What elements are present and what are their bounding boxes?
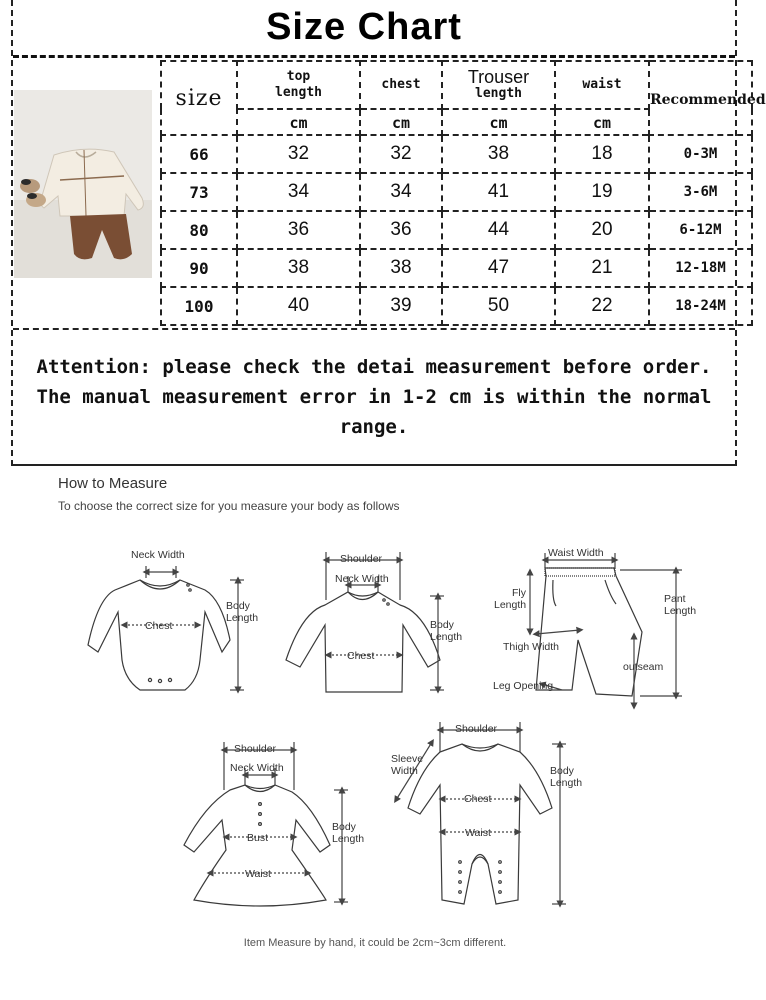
table-row xyxy=(161,135,752,173)
top-chest-label: Chest xyxy=(347,650,375,662)
top-shoulder-label: Shoulder xyxy=(340,553,383,565)
pants-fly-length-label: Fly xyxy=(512,587,526,599)
unit-cell: cm xyxy=(555,109,649,135)
pants-leg-opening-label: Leg Opening xyxy=(493,680,554,692)
header-chest: chest xyxy=(360,61,442,109)
bodysuit-chest-label: Chest xyxy=(145,620,173,632)
top-length-value: 40 xyxy=(237,287,360,325)
size-chart-title-row xyxy=(13,0,735,58)
chest-value: 34 xyxy=(360,173,442,211)
bodysuit-body-length-label-2: Length xyxy=(226,612,259,624)
trouser-length-value: 47 xyxy=(442,249,555,287)
waist-value: 19 xyxy=(555,173,649,211)
romper-shoulder-label: Shoulder xyxy=(455,723,498,735)
header-trouser-length: Trouser length xyxy=(442,61,555,109)
romper-body-length-label: Body xyxy=(550,765,574,777)
size-value: 90 xyxy=(161,249,237,287)
attention-text: Attention: please check the detai measurement before order. The manual measurement error in 1-2 cm is within the normal range. xyxy=(36,356,712,438)
romper-chest-label: Chest xyxy=(464,793,492,805)
recommended-value: 18-24M xyxy=(649,287,752,325)
size-value: 100 xyxy=(161,287,237,325)
recommended-value: 12-18M xyxy=(649,249,752,287)
pants-waist-width-label: Waist Width xyxy=(548,547,604,559)
size-chart xyxy=(11,0,766,466)
top-body-length-label: Body xyxy=(430,619,454,631)
header-row xyxy=(161,61,752,109)
waist-value: 21 xyxy=(555,249,649,287)
top-length-value: 36 xyxy=(237,211,360,249)
unit-cell: cm xyxy=(442,109,555,135)
bodysuit-neck-width-label: Neck Width xyxy=(131,549,185,561)
romper-body-length-label-2: Length xyxy=(550,777,583,789)
unit-cell: cm xyxy=(237,109,360,135)
header-waist: waist xyxy=(555,61,649,109)
top-length-value: 34 xyxy=(237,173,360,211)
chest-value: 32 xyxy=(360,135,442,173)
dress-neck-width-label: Neck Width xyxy=(230,762,284,774)
waist-value: 20 xyxy=(555,211,649,249)
recommended-value: 0-3M xyxy=(649,135,752,173)
trouser-length-value: 50 xyxy=(442,287,555,325)
table-row xyxy=(161,249,752,287)
dress-shoulder-label: Shoulder xyxy=(234,743,277,755)
pants-thigh-width-label: Thigh Width xyxy=(503,641,560,653)
top-body-length-label-2: Length xyxy=(430,631,463,643)
footer-note: Item Measure by hand, it could be 2cm~3cm different. xyxy=(243,937,507,949)
recommended-value: 3-6M xyxy=(649,173,752,211)
bodysuit-body-length-label: Body xyxy=(226,600,250,612)
trouser-length-value: 44 xyxy=(442,211,555,249)
header-top-length: top length xyxy=(237,61,360,109)
size-value: 66 xyxy=(161,135,237,173)
product-photo-image xyxy=(14,90,152,278)
size-chart-title: Size Chart xyxy=(266,6,462,48)
dress-bust-label: Bust xyxy=(247,832,269,844)
top-neck-width-label: Neck Width xyxy=(335,573,389,585)
romper-waist-label: Waist xyxy=(465,827,491,839)
trouser-length-value: 41 xyxy=(442,173,555,211)
unit-cell: cm xyxy=(360,109,442,135)
waist-value: 22 xyxy=(555,287,649,325)
product-photo xyxy=(14,90,152,278)
pants-pant-length-label-2: Length xyxy=(664,605,697,617)
recommended-value: 6-12M xyxy=(649,211,752,249)
attention-note xyxy=(13,328,735,464)
measure-diagrams xyxy=(0,520,750,930)
header-size: size xyxy=(161,61,237,135)
how-to-measure-title: How to Measure xyxy=(58,475,168,492)
top-length-value: 32 xyxy=(237,135,360,173)
how-to-measure-subtitle: To choose the correct size for you measure your body as follows xyxy=(58,499,400,513)
dress-waist-label: Waist xyxy=(245,868,271,880)
top-length-value: 38 xyxy=(237,249,360,287)
size-value: 80 xyxy=(161,211,237,249)
trouser-length-value: 38 xyxy=(442,135,555,173)
table-row xyxy=(161,211,752,249)
pants-fly-length-label-2: Length xyxy=(494,599,527,611)
romper-diagram xyxy=(396,722,566,904)
romper-sleeve-width-label-2: Width xyxy=(391,765,418,777)
size-value: 73 xyxy=(161,173,237,211)
dress-body-length-label-2: Length xyxy=(332,833,365,845)
table-row xyxy=(161,173,752,211)
chest-value: 39 xyxy=(360,287,442,325)
waist-value: 18 xyxy=(555,135,649,173)
pants-outseam-label: outseam xyxy=(623,661,664,673)
size-table xyxy=(160,60,766,326)
chest-value: 38 xyxy=(360,249,442,287)
pants-pant-length-label: Pant xyxy=(664,593,686,605)
romper-sleeve-width-label: Sleeve xyxy=(391,753,424,765)
header-recommended: Recommended xyxy=(649,61,752,135)
dress-body-length-label: Body xyxy=(332,821,356,833)
table-row xyxy=(161,287,752,325)
chest-value: 36 xyxy=(360,211,442,249)
